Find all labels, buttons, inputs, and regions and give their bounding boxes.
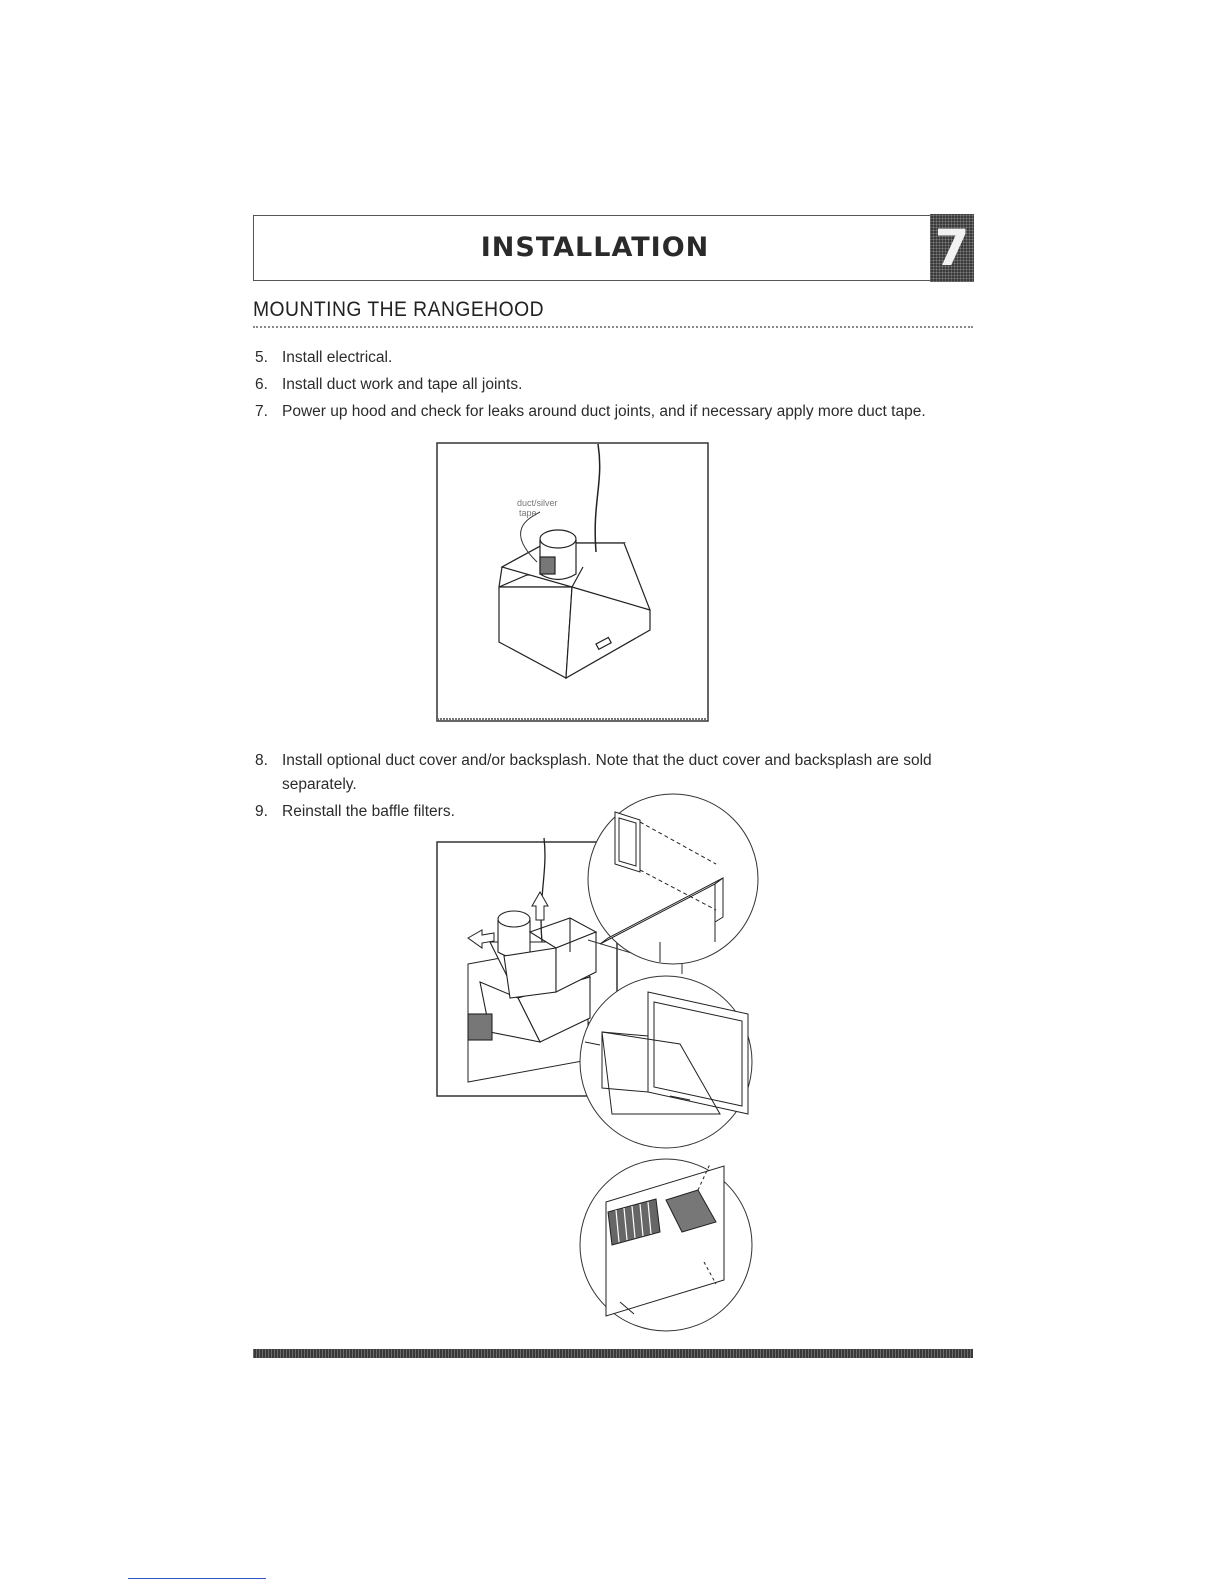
- list-item: [255, 344, 955, 371]
- bottom-divider-bar: [253, 1349, 973, 1358]
- figure-label-line2: tape: [519, 508, 537, 518]
- page-title: INSTALLATION: [480, 232, 710, 263]
- duct-tape-illustration: [436, 442, 709, 722]
- list-item: [255, 371, 955, 398]
- step-number: 9.: [255, 803, 268, 820]
- list-item: [255, 749, 935, 797]
- step-number: 6.: [255, 376, 268, 393]
- step-number: 7.: [255, 403, 268, 420]
- section-divider: [253, 326, 973, 328]
- step-text: Install optional duct cover and/or backsplash. Note that the duct cover and backsplash are sold separately.: [282, 752, 932, 793]
- step-number: 5.: [255, 349, 268, 366]
- section-title: MOUNTING THE RANGEHOOD: [253, 298, 544, 321]
- detail-circle-backsplash: [580, 976, 752, 1148]
- detail-circle-baffle-filters: [580, 1159, 752, 1331]
- section-number-badge: 7: [930, 214, 974, 282]
- step-text: Power up hood and check for leaks around duct joints, and if necessary apply more duct tape.: [282, 403, 926, 420]
- step-text: Reinstall the baffle filters.: [282, 803, 455, 820]
- steps-list-part1: [255, 344, 955, 425]
- list-item: [255, 398, 955, 425]
- duct-collar: [540, 530, 576, 580]
- step-text: Install duct work and tape all joints.: [282, 376, 523, 393]
- detail-circle-duct-cover: [588, 794, 758, 964]
- figure-label-line1: duct/silver: [517, 498, 558, 508]
- footer-link-underline[interactable]: [128, 1578, 266, 1579]
- step-number: 8.: [255, 752, 268, 769]
- duct-collar: [498, 911, 530, 957]
- duct-cover-backsplash-illustration: [420, 792, 770, 1337]
- step-text: Install electrical.: [282, 349, 393, 366]
